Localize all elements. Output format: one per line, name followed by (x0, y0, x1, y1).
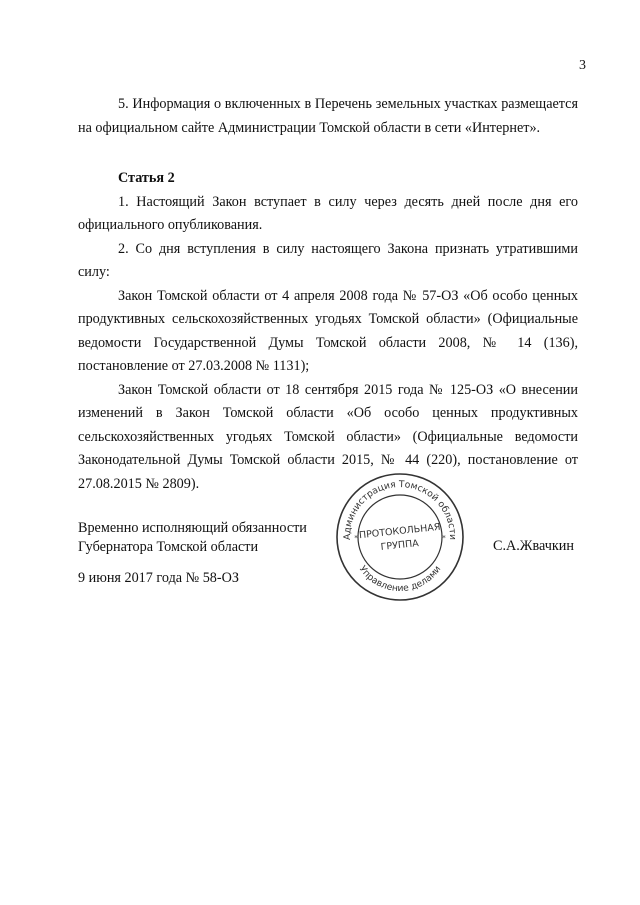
law-date-number: 9 июня 2017 года № 58-ОЗ (78, 570, 239, 586)
article-2-section (78, 167, 578, 496)
stamp-outer-text-bottom: Управление делами (356, 563, 444, 595)
stamp-star-right: * (442, 534, 446, 542)
signatory-position-line-1: Временно исполняющий обязанности (78, 520, 307, 536)
signatory-position (78, 519, 307, 557)
article-2-paragraph-2: 2. Со дня вступления в силу настоящего Закона признать утратившими силу: (78, 240, 578, 280)
signatory-name: С.А.Жвачкин (493, 538, 574, 554)
official-stamp (333, 470, 467, 604)
item-5-section (78, 93, 578, 140)
stamp-center-line-2: ГРУППА (380, 538, 420, 553)
repealed-law-1: Закон Томской области от 4 апреля 2008 года № 57-ОЗ «Об особо ценных продуктивных сельскохозяйственных угодьях Томской области» (Официальные ведомости Государственной Думы Томской области 2008, № 14 (136), постановление от 27.03.2008 № 1131); (78, 287, 578, 374)
stamp-center-line-1: ПРОТОКОЛЬНАЯ (358, 521, 441, 542)
article-2-paragraph-1: 1. Настоящий Закон вступает в силу через десять дней после дня его официального опубликования. (78, 193, 578, 233)
stamp-outer-text-top: Администрация Томской области (341, 478, 459, 540)
repealed-law-2: Закон Томской области от 18 сентября 2015 года № 125-ОЗ «О внесении изменений в Закон Томской области «Об особо ценных продуктивных сельскохозяйственных угодьях Томской области» (Официальные ведомости Законодательной Думы Томской области 2015, № 44 (220), постановление от 27.08.2015 № 2809). (78, 381, 578, 492)
page-number: 3 (579, 58, 586, 73)
article-2-heading: Статья 2 (118, 170, 175, 186)
stamp-star-left: * (354, 534, 358, 542)
signatory-position-line-2: Губернатора Томской области (78, 539, 259, 555)
item-5-paragraph: 5. Информация о включенных в Перечень земельных участках размещается на официальном сайте Администрации Томской области в сети «Интернет». (78, 96, 578, 136)
